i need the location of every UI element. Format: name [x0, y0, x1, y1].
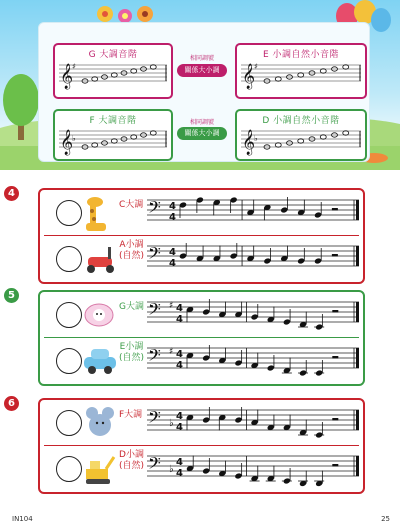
- whole-note: [92, 77, 98, 81]
- whole-note: [111, 139, 117, 143]
- key-label: [119, 342, 144, 364]
- treble-clef-icon: 𝄞: [60, 64, 74, 89]
- final-barline: [356, 456, 359, 476]
- bass-staff: [147, 192, 359, 232]
- page-number: 25: [381, 515, 390, 523]
- relation-note: 相同調號: [189, 55, 214, 62]
- exercise-number: 6: [4, 396, 19, 411]
- f-major-scale-box: [53, 109, 173, 161]
- exercise-number: 5: [4, 288, 19, 303]
- d-minor-staff: [241, 127, 361, 155]
- whole-note: [150, 131, 156, 135]
- bass-clef-icon: 𝄢: [148, 299, 161, 323]
- final-barline: [356, 246, 359, 266]
- key-label: [119, 302, 144, 313]
- rest-mark: [332, 356, 338, 359]
- key-label: [119, 410, 142, 421]
- exercise-row: [40, 190, 363, 236]
- whole-note: [131, 69, 137, 73]
- e-minor-scale-box: [235, 43, 367, 99]
- key-label: [119, 200, 143, 211]
- bass-staff: [147, 340, 359, 380]
- sharp-icon: ♯: [254, 62, 258, 71]
- time-signature-bottom: 4: [176, 314, 183, 325]
- key-label-line: G大調: [119, 302, 144, 312]
- answer-circle[interactable]: [56, 302, 82, 328]
- page-code: IN104: [12, 515, 33, 523]
- tree-icon: [2, 60, 42, 150]
- whole-note: [320, 135, 326, 139]
- excavator-icon: [82, 449, 118, 489]
- treble-clef-icon: 𝄞: [242, 64, 256, 89]
- bass-staff: [147, 402, 359, 442]
- flat-icon: ♭: [254, 134, 258, 143]
- bass-clef-icon: 𝄢: [148, 407, 161, 431]
- car-icon: [82, 341, 118, 381]
- answer-circle[interactable]: [56, 410, 82, 436]
- key-label-line: (自然): [119, 251, 145, 261]
- key-label-line: D小調: [119, 450, 144, 460]
- time-signature-bottom: 4: [169, 212, 176, 223]
- sharp-icon: ♯: [72, 62, 76, 71]
- bass-staff: [147, 448, 359, 488]
- sheep-icon: [82, 295, 118, 335]
- whole-note: [111, 73, 117, 77]
- key-label-line: (自然): [119, 353, 145, 363]
- time-signature-top: 4: [169, 247, 176, 258]
- exercise-row: [40, 338, 363, 384]
- bass-clef-icon: 𝄢: [148, 345, 161, 369]
- answer-circle[interactable]: [56, 348, 82, 374]
- whole-note: [150, 65, 156, 69]
- whole-note: [298, 73, 304, 77]
- exercise-group: [38, 290, 365, 386]
- e-minor-staff: [241, 61, 361, 91]
- treble-clef-icon: 𝄞: [242, 130, 256, 155]
- whole-note: [131, 135, 137, 139]
- g-major-scale-box: [53, 43, 173, 99]
- answer-circle[interactable]: [56, 246, 82, 272]
- answer-circle[interactable]: [56, 456, 82, 482]
- e-minor-scale-title: E 小調自然小音階: [262, 50, 340, 60]
- scooter-icon: [82, 239, 118, 279]
- relation-badge: 關係大小調: [177, 127, 227, 140]
- flat-icon: ♭: [169, 464, 174, 475]
- bass-clef-icon: 𝄢: [148, 453, 161, 477]
- scale-reference-panel: [38, 22, 370, 162]
- whole-note: [320, 69, 326, 73]
- rest-mark: [332, 208, 338, 211]
- flat-icon: ♭: [169, 418, 174, 429]
- treble-clef-icon: 𝄞: [60, 130, 74, 155]
- whole-note: [343, 65, 349, 69]
- exercise-group: [38, 188, 365, 284]
- sharp-icon: ♯: [169, 301, 174, 311]
- time-signature-bottom: 4: [176, 468, 183, 479]
- time-signature-bottom: 4: [169, 258, 176, 269]
- final-barline: [356, 348, 359, 368]
- time-signature-top: 4: [176, 457, 183, 468]
- rest-mark: [332, 254, 338, 257]
- giraffe-icon: [82, 193, 118, 233]
- whole-note: [275, 77, 281, 81]
- exercise-row: [40, 236, 363, 282]
- flat-icon: ♭: [72, 134, 76, 143]
- bass-staff: [147, 238, 359, 278]
- exercise-group: [38, 398, 365, 494]
- time-signature-top: 4: [176, 411, 183, 422]
- key-label-line: E小調: [119, 342, 144, 352]
- time-signature-bottom: 4: [176, 360, 183, 371]
- exercise-row: [40, 400, 363, 446]
- g-major-staff: [59, 61, 167, 91]
- key-label: [119, 450, 144, 472]
- key-label-line: A小調: [119, 240, 144, 250]
- exercise-number: 4: [4, 186, 19, 201]
- sharp-icon: ♯: [169, 347, 174, 357]
- whole-note: [92, 143, 98, 147]
- whole-note: [343, 131, 349, 135]
- final-barline: [356, 302, 359, 322]
- final-barline: [356, 200, 359, 220]
- mouse-icon: [82, 403, 118, 443]
- f-major-staff: [59, 127, 167, 155]
- rest-mark: [332, 418, 338, 421]
- bass-staff: [147, 294, 359, 334]
- bass-clef-icon: 𝄢: [148, 243, 161, 267]
- final-barline: [356, 410, 359, 430]
- exercise-row: [40, 446, 363, 492]
- key-label-line: F大調: [119, 410, 143, 420]
- exercise-row: [40, 292, 363, 338]
- g-major-scale-title: G 大調音階: [88, 50, 138, 60]
- bass-clef-icon: 𝄢: [148, 197, 161, 221]
- whole-note: [298, 139, 304, 143]
- whole-note: [275, 143, 281, 147]
- time-signature-top: 4: [176, 349, 183, 360]
- key-label: [119, 240, 144, 262]
- d-minor-scale-title: D 小調自然小音階: [262, 116, 340, 126]
- d-minor-scale-box: [235, 109, 367, 161]
- rest-mark: [332, 464, 338, 467]
- rest-mark: [332, 310, 338, 313]
- f-major-scale-title: F 大調音階: [89, 116, 137, 126]
- answer-circle[interactable]: [56, 200, 82, 226]
- key-label-line: (自然): [119, 461, 145, 471]
- time-signature-top: 4: [169, 201, 176, 212]
- key-label-line: C大調: [119, 200, 144, 210]
- time-signature-bottom: 4: [176, 422, 183, 433]
- relation-note: 相同調號: [189, 119, 214, 126]
- time-signature-top: 4: [176, 303, 183, 314]
- relation-badge: 關係大小調: [177, 64, 227, 77]
